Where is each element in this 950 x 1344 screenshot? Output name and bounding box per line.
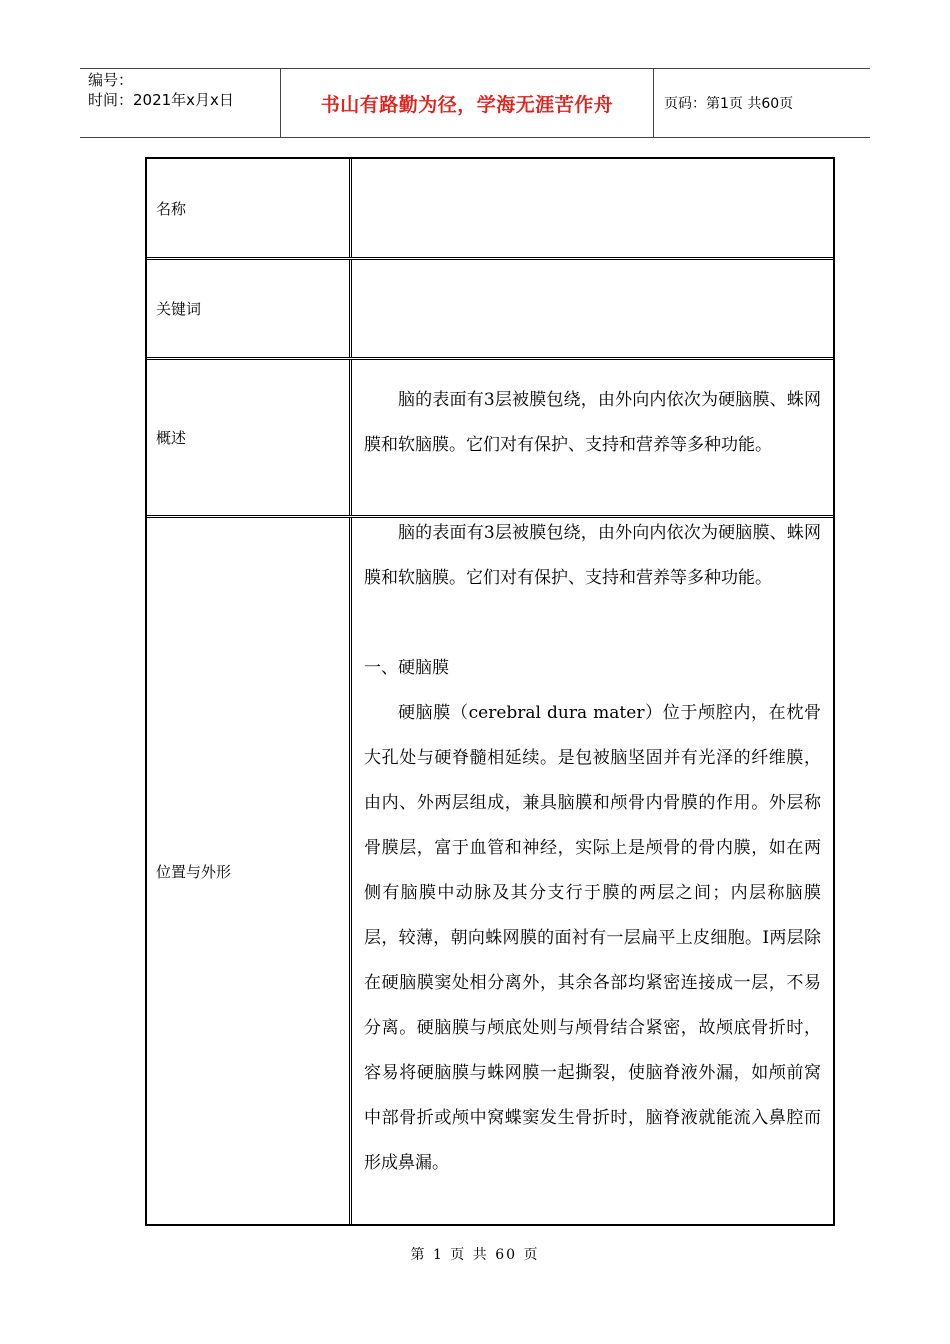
- table-row-position: [147, 518, 833, 1224]
- row-label: 名称: [147, 159, 352, 257]
- document-number: 编号：: [88, 71, 134, 89]
- row-content: [352, 159, 833, 257]
- header-meta: [80, 69, 281, 137]
- row-label: 概述: [147, 360, 352, 515]
- table-row-keywords: [147, 260, 833, 360]
- table-row-name: [147, 159, 833, 260]
- table-row-overview: [147, 360, 833, 518]
- page-footer: 第 1 页 共 60 页: [410, 1247, 540, 1263]
- page-header: [80, 68, 870, 138]
- section-heading: 一、硬脑膜: [364, 658, 449, 678]
- header-page-info: 页码：第1页 共60页: [664, 96, 794, 112]
- document-time: 时间：2021年x月x日: [88, 91, 234, 109]
- row-content: [352, 511, 833, 1224]
- row-content: [352, 260, 833, 357]
- row-label: 位置与外形: [147, 518, 352, 1224]
- paragraph-gap: [364, 601, 821, 646]
- body-paragraph: 硬脑膜（cerebral dura mater）位于颅腔内，在枕骨大孔处与硬脊髓相延续。是包被脑坚固并有光泽的纤维膜，由内、外两层组成，兼具脑膜和颅骨内骨膜的作用。外层称骨膜层，富于血管和神经，实际上是颅骨的骨内膜，如在两侧有脑膜中动脉及其分支行于膜的两层之间；内层称脑膜层，较薄，朝向蛛网膜的面衬有一层扁平上皮细胞。I两层除在硬脑膜窦处相分离外，其余各部均紧密连接成一层，不易分离。硬脑膜与颅底处则与颅骨结合紧密，故颅底骨折时，容易将硬脑膜与蛛网膜一起撕裂，使脑脊液外漏，如颅前窝中部骨折或颅中窝蝶窦发生骨折时，脑脊液就能流入鼻腔而形成鼻漏。: [364, 703, 821, 1173]
- row-label: 关键词: [147, 260, 352, 357]
- overview-paragraph: 脑的表面有3层被膜包绕，由外向内依次为硬脑膜、蛛网膜和软脑膜。它们对有保护、支持和营养等多种功能。: [364, 390, 821, 455]
- row-content: [352, 360, 833, 515]
- content-table: [145, 157, 835, 1226]
- intro-paragraph: 脑的表面有3层被膜包绕，由外向内依次为硬脑膜、蛛网膜和软脑膜。它们对有保护、支持和营养等多种功能。: [364, 523, 821, 588]
- header-motto: 书山有路勤为径，学海无涯苦作舟: [281, 69, 654, 137]
